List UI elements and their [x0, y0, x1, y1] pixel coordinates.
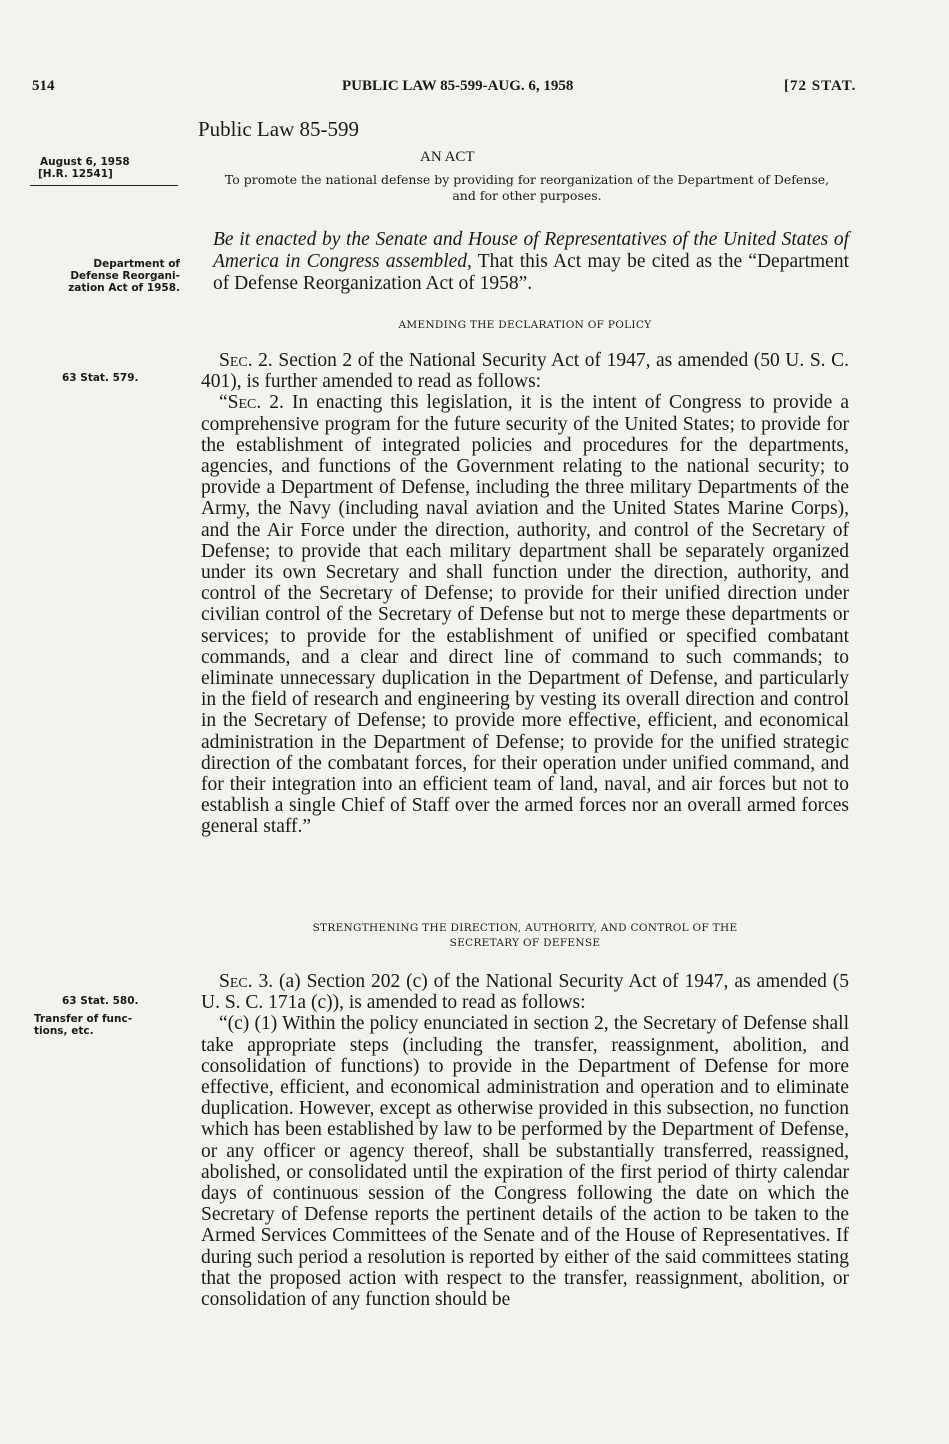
sec3-intro: (a) Section 202 (c) of the National Security Act of 1947, as amended (5 U. S. C. 171a (c)), is amended to read as follows:: [201, 971, 849, 1014]
section-heading-2-line1: STRENGTHENING THE DIRECTION, AUTHORITY, AND CONTROL OF THE: [312, 922, 738, 934]
margin-transfer-2: tions, etc.: [34, 1025, 94, 1037]
margin-short-title-2: Defense Reorgani-: [70, 270, 180, 282]
sec2-quote: In enacting this legislation, it is the intent of Congress to provide a comprehensive program for the future security of the United States; to provide for the establishment of integrated policies and procedures for the departments, agencies, and functions of the Government relating to the national security; to provide a Department of Defense, including the three military Departments of the Army, the Navy (including naval aviation and the United States Marine Corps), and the Air Force under the direction, authority, and control of the Secretary of Defense; to provide that each military department shall be separately organized under its own Secretary and shall function under the direction, authority, and control of the Secretary of Defense; to provide for their unified direction under civilian control of the Secretary of Defense but not to merge these departments or services; to provide for the establishment of unified or specified combatant commands, and a clear and direct line of command to such commands; to eliminate unnecessary duplication in the Department of Defense, and particularly in the field of research and engineering by vesting its overall direction and control in the Secretary of Defense; to provide more effective, efficient, and economical administration in the Department of Defense; to provide for the unified strategic direction of the combatant forces, for their operation under unified command, and for their integration into an efficient team of land, naval, and air forces but not to establish a single Chief of Staff over the armed forces nor an overall armed forces general staff.”: [201, 392, 850, 838]
margin-short-title-1: Department of: [93, 258, 180, 270]
sec3-quote: “(c) (1) Within the policy enunciated in section 2, the Secretary of Defense shall take appropriate steps (including the transfer, reassignment, abolition, and consolidation of functions) to provide in the Department of Defense for more effective, efficient, and economical administration and operation and to eliminate duplication. However, except as otherwise provided in this subsection, no function which has been established by law to be performed by the Department of Defense, or any officer or agency thereof, shall be substantially transferred, reassigned, abolished, or consolidated until the expiration of the first period of thirty calendar days of continuous session of the Congress following the date on which the Secretary of Defense reports the pertinent details of the action to be taken to the Armed Services Committees of the Senate and of the House of Representatives. If during such period a resolution is reported by either of the said committees stating that the proposed action with respect to the transfer, reassignment, abolition, or consolidation of any function should be: [201, 1013, 849, 1311]
margin-date: August 6, 1958: [40, 156, 130, 168]
running-title: PUBLIC LAW 85-599-AUG. 6, 1958: [342, 78, 574, 94]
margin-bill: [H.R. 12541]: [38, 168, 113, 180]
page-number: 514: [32, 78, 55, 94]
margin-rule: [30, 185, 178, 186]
running-header: [32, 78, 882, 102]
sec2-quote-lead: “Sec. 2.: [219, 392, 284, 414]
margin-transfer-1: Transfer of func-: [34, 1013, 133, 1025]
section-2: [201, 350, 849, 838]
public-law-number: Public Law 85-599: [198, 117, 359, 141]
enacting-clause-rest: That this Act may be cited as the “Department of Defense Reorganization Act of 1958”.: [213, 251, 849, 294]
sec2-intro: Section 2 of the National Security Act of 1947, as amended (50 U. S. C. 401), is further amended to read as follows:: [201, 350, 849, 393]
section-heading-2: [200, 921, 850, 951]
sec2-lead: Sec. 2.: [219, 350, 273, 371]
margin-short-title-3: zation Act of 1958.: [68, 282, 180, 294]
enacting-clause: [213, 229, 849, 295]
section-heading-1: AMENDING THE DECLARATION OF POLICY: [398, 319, 652, 331]
statute-reference: [72 STAT.: [784, 78, 857, 94]
margin-stat-579: 63 Stat. 579.: [62, 372, 139, 384]
margin-stat-580: 63 Stat. 580.: [62, 995, 139, 1007]
act-purpose: To promote the national defense by providing for reorganization of the Department of Defense, and for other purposes.: [224, 172, 830, 203]
enacting-clause-italic: Be it enacted by the Senate and House of Representatives of the United States of America in Congress assembled,: [213, 229, 849, 272]
act-heading: AN ACT: [420, 149, 475, 165]
section-3: [201, 971, 849, 1310]
sec3-lead: Sec. 3.: [219, 971, 274, 992]
section-heading-2-line2: SECRETARY OF DEFENSE: [449, 937, 601, 949]
